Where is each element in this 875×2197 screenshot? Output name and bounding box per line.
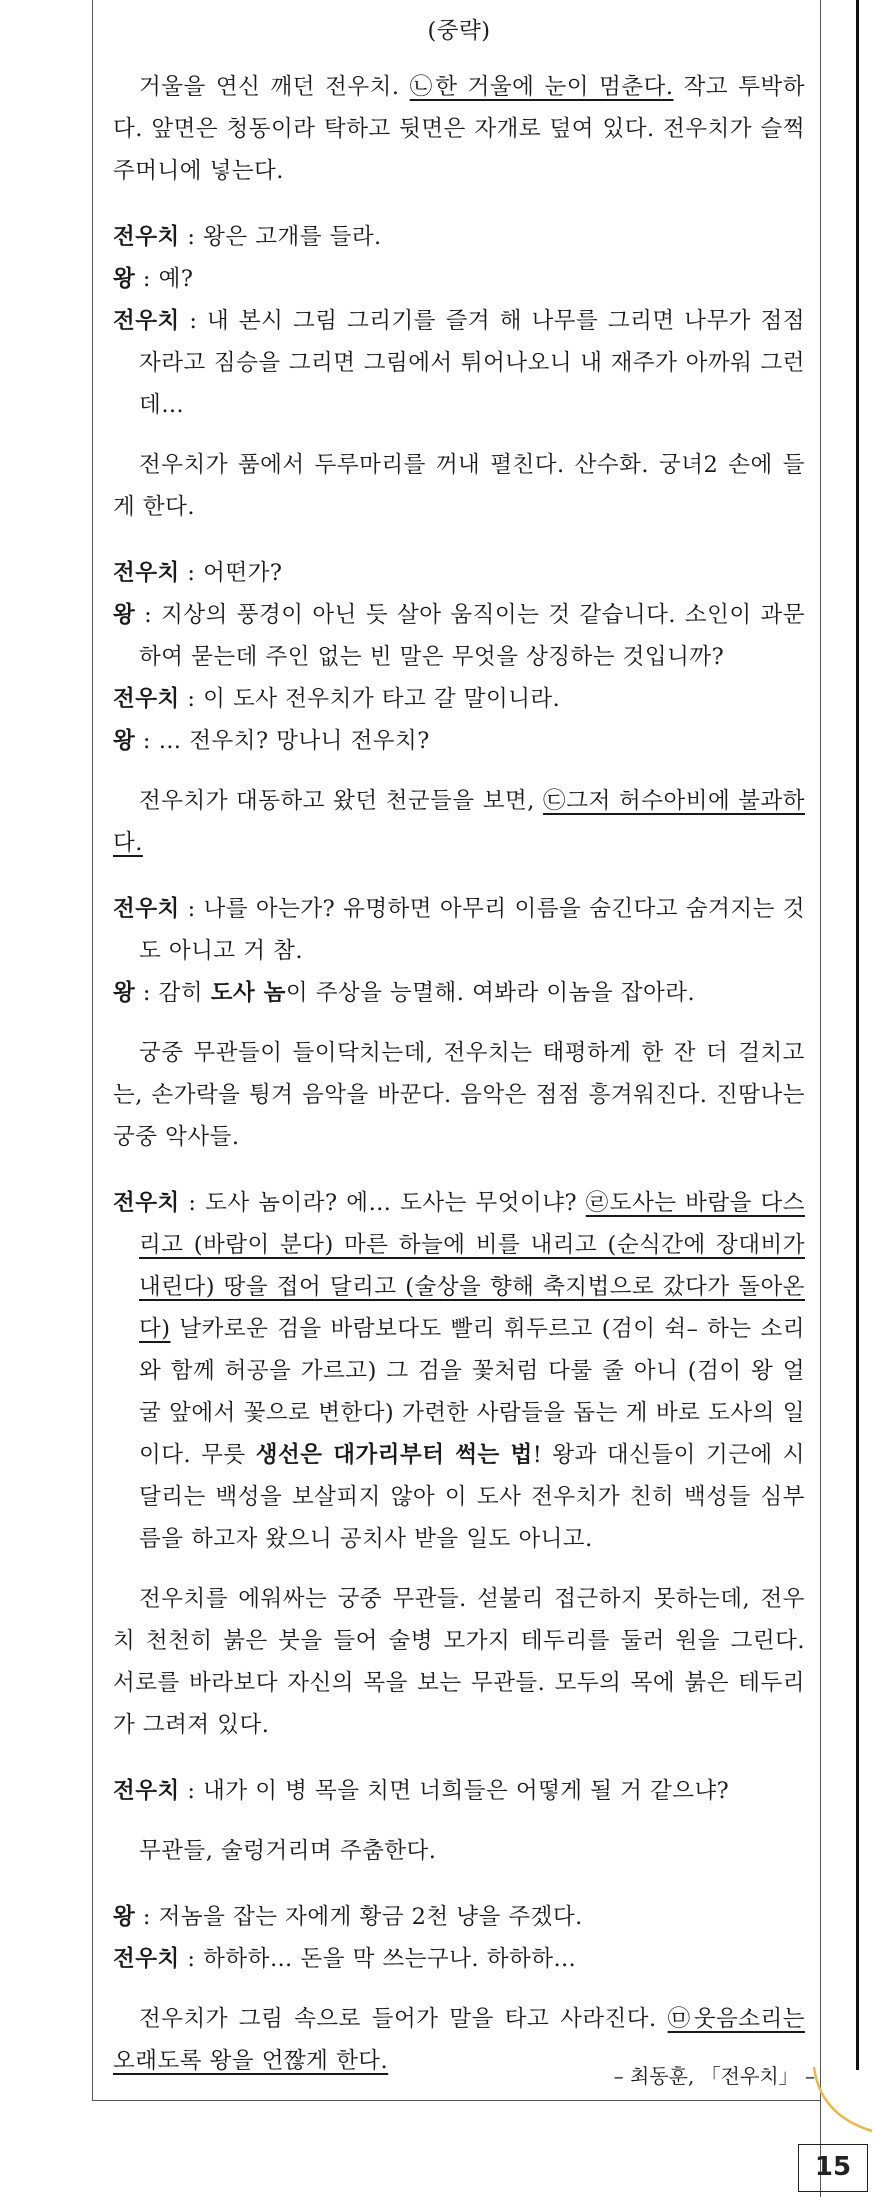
margin-curve-mark: [810, 2065, 875, 2135]
text-run: 무관들, 술렁거리며 주춤한다.: [139, 1838, 437, 1864]
text-run: 전우치가 그림 속으로 들어가 말을 타고 사라진다.: [139, 2006, 668, 2032]
text-run: 작고 투박하다. 앞면은 청동이라 탁하고 뒷면은 자개로 덮여 있다. 전우치가 슬쩍 주머니에 넣는다.: [113, 74, 805, 184]
dialogue-line: 전우치 : 내 본시 그림 그리기를 즐겨 해 나무를 그리면 나무가 점점 자라고 짐승을 그리면 그림에서 튀어나오니 내 재주가 아까워 그런데…: [113, 308, 806, 418]
dialogue-line: 왕 : 예?: [113, 266, 194, 292]
dialogue-line: 전우치 : 도사 놈이라? 에… 도사는 무엇이냐? ㉣도사는 바람을 다스리고 (바람이 분다) 마른 하늘에 비를 내리고 (순식간에 장대비가 내린다) 땅을 접어 달리고 (술상을 향해 축지법으로 갔다가 돌아온다) 날카로운 검을 바람보다도 빨리 휘두르고 (검이 쉭– 하는 소리와 함께 허공을 가르고) 그 검을 꽃처럼 다룰 줄 아니 (검이 왕 얼굴 앞에서 꽃으로 변한다) 가련한 사람들을 돕는 게 바로 도사의 일이다. 무릇 생선은 대가리부터 썩는 법! 왕과 대신들이 기근에 시달리는 백성을 보살피지 않아 이 도사 전우치가 친히 백성들 심부름을 하고자 왔으니 공치사 받을 일도 아니고.: [113, 1190, 805, 1552]
page-number: 15: [798, 2144, 868, 2192]
text-run: … 전우치? 망나니 전우치?: [158, 728, 430, 754]
text-run: 이 주상을 능멸해. 여봐라 이놈을 잡아라.: [285, 980, 696, 1006]
speaker-name: 전우치: [113, 896, 180, 922]
text-run: 도사 놈이라? 에… 도사는 무엇이냐?: [205, 1190, 586, 1216]
dialogue-block: [113, 1770, 805, 1812]
dialogue-line: 전우치 : 이 도사 전우치가 타고 갈 말이니라.: [113, 686, 561, 712]
page-edge-line: [856, 0, 859, 2070]
text-run: 나를 아는가? 유명하면 아무리 이름을 숨긴다고 숨겨지는 것도 아니고 거 참.: [139, 896, 805, 964]
stage-direction: [113, 444, 805, 528]
dialogue-line: 전우치 : 내가 이 병 목을 치면 너희들은 어떻게 될 거 같으냐?: [113, 1778, 730, 1804]
right-border-rule: [820, 0, 821, 2197]
bold-phrase: 도사 놈: [210, 980, 286, 1006]
speaker-name: 왕: [113, 266, 136, 292]
speaker-name: 왕: [113, 602, 136, 628]
passage-text: [113, 10, 805, 2106]
text-run: 예?: [158, 266, 194, 292]
speaker-name: 전우치: [113, 1190, 180, 1216]
dialogue-line: 전우치 : 나를 아는가? 유명하면 아무리 이름을 숨긴다고 숨겨지는 것도 아니고 거 참.: [113, 896, 805, 964]
text-run: 하하하… 돈을 막 쓰는구나. 하하하…: [203, 1946, 577, 1972]
dialogue-block: [113, 552, 805, 762]
speaker-name: 왕: [113, 1904, 136, 1930]
speaker-name: 왕: [113, 728, 136, 754]
underlined-phrase: ㉤웃음소리는 오래도록 왕을 언짢게 한다.: [113, 2006, 805, 2074]
text-run: 전우치를 에워싸는 궁중 무관들. 섣불리 접근하지 못하는데, 전우치 천천히 붉은 붓을 들어 술병 모가지 테두리를 둘러 원을 그린다. 서로를 바라보다 자신의 목을 보는 무관들. 모두의 목에 붉은 테두리가 그려져 있다.: [113, 1586, 805, 1738]
stage-direction: [113, 1830, 805, 1872]
underlined-phrase: ㉡한 거울에 눈이 멈춘다.: [409, 74, 674, 100]
stage-direction: [113, 66, 805, 192]
text-run: 궁중 무관들이 들이닥치는데, 전우치는 태평하게 한 잔 더 걸치고는, 손가락을 튕겨 음악을 바꾼다. 음악은 점점 흥겨워진다. 진땀나는 궁중 악사들.: [113, 1040, 805, 1150]
source-citation: – 최동훈, 「전우치」 –: [613, 2064, 815, 2088]
speaker-name: 전우치: [113, 308, 180, 334]
bold-phrase: 생선은 대가리부터 썩는 법: [255, 1442, 533, 1468]
stage-direction: [113, 780, 805, 864]
dialogue-block: [113, 1896, 805, 1980]
speaker-name: 왕: [113, 980, 136, 1006]
left-border-rule: [92, 0, 93, 2100]
text-run: 전우치가 품에서 두루마리를 꺼내 펼친다. 산수화. 궁녀2 손에 들게 한다.: [113, 452, 805, 520]
text-run: 이 도사 전우치가 타고 갈 말이니라.: [203, 686, 561, 712]
speaker-name: 전우치: [113, 686, 180, 712]
omission-marker: (중략): [427, 18, 491, 44]
text-run: 왕은 고개를 들라.: [203, 224, 382, 250]
dialogue-block: [113, 216, 805, 426]
dialogue-line: 전우치 : 하하하… 돈을 막 쓰는구나. 하하하…: [113, 1946, 577, 1972]
text-run: ! 왕과 대신들이 기근에 시달리는 백성을 보살피지 않아 이 도사 전우치가 친히 백성들 심부름을 하고자 왔으니 공치사 받을 일도 아니고.: [139, 1442, 805, 1552]
text-run: 전우치가 대동하고 왔던 천군들을 보면,: [139, 788, 543, 814]
speaker-name: 전우치: [113, 1946, 180, 1972]
stage-direction: [113, 1578, 805, 1746]
text-run: 저놈을 잡는 자에게 황금 2천 냥을 주겠다.: [158, 1904, 583, 1930]
dialogue-line: 왕 : 저놈을 잡는 자에게 황금 2천 냥을 주겠다.: [113, 1904, 583, 1930]
dialogue-line: 왕 : 감히 도사 놈이 주상을 능멸해. 여봐라 이놈을 잡아라.: [113, 980, 696, 1006]
speaker-name: 전우치: [113, 560, 180, 586]
dialogue-block: [113, 1182, 805, 1560]
text-run: 날카로운 검을 바람보다도 빨리 휘두르고 (검이 쉭– 하는 소리와 함께 허공을 가르고) 그 검을 꽃처럼 다룰 줄 아니 (검이 왕 얼굴 앞에서 꽃으로 변한다) 가련한 사람들을 돕는 게 바로 도사의 일이다. 무릇: [139, 1316, 805, 1468]
dialogue-block: [113, 888, 805, 1014]
speaker-name: 전우치: [113, 1778, 180, 1804]
text-run: 지상의 풍경이 아닌 듯 살아 움직이는 것 같습니다. 소인이 과문하여 묻는데 주인 없는 빈 말은 무엇을 상징하는 것입니까?: [139, 602, 805, 670]
text-run: 거울을 연신 깨던 전우치.: [139, 74, 410, 100]
text-run: 내가 이 병 목을 치면 너희들은 어떻게 될 거 같으냐?: [203, 1778, 730, 1804]
speaker-name: 전우치: [113, 224, 180, 250]
text-run: 감히: [158, 980, 211, 1006]
underlined-phrase: ㉣도사는 바람을 다스리고 (바람이 분다) 마른 하늘에 비를 내리고 (순식간에 장대비가 내린다) 땅을 접어 달리고 (술상을 향해 축지법으로 갔다가 돌아온다): [139, 1190, 805, 1342]
dialogue-line: 전우치 : 왕은 고개를 들라.: [113, 224, 382, 250]
underlined-phrase: ㉢그저 허수아비에 불과하다.: [113, 788, 805, 856]
text-run: 내 본시 그림 그리기를 즐겨 해 나무를 그리면 나무가 점점 자라고 짐승을 그리면 그림에서 튀어나오니 내 재주가 아까워 그런데…: [139, 308, 806, 418]
text-run: 어떤가?: [203, 560, 283, 586]
stage-direction: [113, 1032, 805, 1158]
dialogue-line: 왕 : 지상의 풍경이 아닌 듯 살아 움직이는 것 같습니다. 소인이 과문하여 묻는데 주인 없는 빈 말은 무엇을 상징하는 것입니까?: [113, 602, 805, 670]
dialogue-line: 왕 : … 전우치? 망나니 전우치?: [113, 728, 430, 754]
dialogue-line: 전우치 : 어떤가?: [113, 560, 283, 586]
